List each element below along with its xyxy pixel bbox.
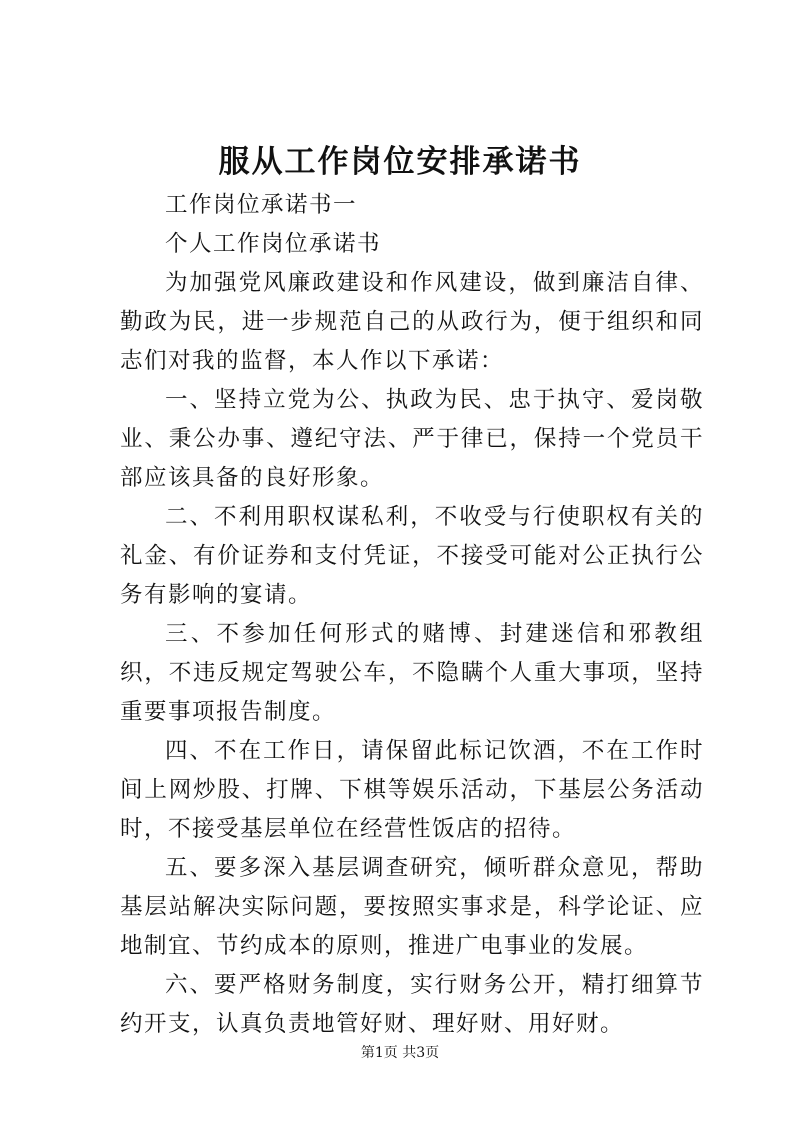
pledge-item-2: 二、不利用职权谋私利，不收受与行使职权有关的礼金、有价证券和支付凭证，不接受可能对公正执行公务有影响的宴请。 bbox=[120, 504, 704, 608]
pledge-item-1: 一、坚持立党为公、执政为民、忠于执守、爱岗敬业、秉公办事、遵纪守法、严于律已，保持一个党员干部应该具备的良好形象。 bbox=[120, 387, 704, 491]
pledge-item-4: 四、不在工作日，请保留此标记饮酒，不在工作时间上网炒股、打牌、下棋等娱乐活动，下基层公务活动时，不接受基层单位在经营性饭店的招待。 bbox=[120, 738, 704, 842]
document-title: 服从工作岗位安排承诺书 bbox=[218, 144, 582, 180]
pledge-item-5: 五、要多深入基层调查研究，倾听群众意见，帮助基层站解决实际问题，要按照实事求是，科学论证、应地制宜、节约成本的原则，推进广电事业的发展。 bbox=[120, 855, 704, 959]
intro-paragraph: 为加强党风廉政建设和作风建设，做到廉洁自律、勤政为民，进一步规范自己的从政行为，便于组织和同志们对我的监督，本人作以下承诺： bbox=[120, 270, 704, 374]
pledge-item-6: 六、要严格财务制度，实行财务公开，精打细算节约开支，认真负责地管好财、理好财、用好财。 bbox=[120, 972, 704, 1037]
subsection-heading: 个人工作岗位承诺书 bbox=[165, 231, 382, 257]
section-heading: 工作岗位承诺书一 bbox=[165, 192, 358, 218]
document-body bbox=[120, 186, 704, 1044]
pledge-item-3: 三、不参加任何形式的赌博、封建迷信和邪教组织，不违反规定驾驶公车，不隐瞒个人重大事项，坚持重要事项报告制度。 bbox=[120, 621, 704, 725]
page-number: 第1页 共3页 bbox=[360, 1045, 440, 1061]
